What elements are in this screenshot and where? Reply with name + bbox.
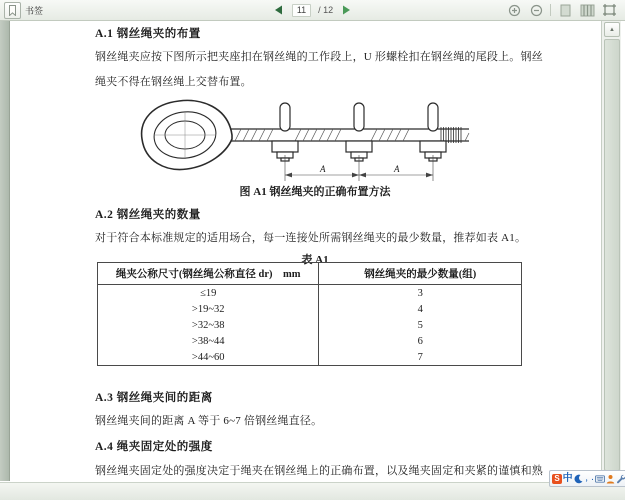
scroll-up-arrow-icon: ▲ xyxy=(609,26,615,33)
sogou-logo-glyph: S xyxy=(552,474,562,484)
chinese-mode-icon[interactable]: 中 xyxy=(562,473,573,484)
vertical-scrollbar[interactable] xyxy=(601,21,621,481)
cell-size: >44~60 xyxy=(98,349,319,366)
moon-icon xyxy=(574,474,583,484)
table-header-row xyxy=(98,263,522,285)
sogou-logo-icon[interactable] xyxy=(552,473,562,484)
bookmarks-button[interactable] xyxy=(4,2,21,19)
previous-page-icon xyxy=(272,4,284,16)
figure-dimension-label-1: A xyxy=(320,164,326,174)
next-page-icon xyxy=(341,4,353,16)
page-number-input[interactable]: 11 xyxy=(292,4,311,17)
fit-page-icon xyxy=(602,3,617,17)
table-header-count: 钢丝绳夹的最少数量(组) xyxy=(319,263,522,285)
section-a3-paragraph: 钢丝绳夹间的距离 A 等于 6~7 倍钢丝绳直径。 xyxy=(95,415,323,427)
cell-size: ≤19 xyxy=(98,285,319,302)
cell-count: 4 xyxy=(417,303,423,315)
wrench-icon xyxy=(616,474,625,484)
table-a1-caption: 表 A1 xyxy=(301,254,329,266)
facing-pages-view-icon xyxy=(580,4,595,17)
page-total-label: / 12 xyxy=(318,5,334,15)
zoom-out-icon xyxy=(530,4,543,17)
section-a1-paragraph-line1: 钢丝绳夹应按下图所示把夹座扣在钢丝绳的工作段上，U 形螺栓扣在钢丝绳的尾段上。钢丝 xyxy=(95,51,543,63)
cell-count: 5 xyxy=(417,319,423,331)
scrollbar-thumb[interactable] xyxy=(604,39,620,471)
section-a2-paragraph: 对于符合本标准规定的适用场合，每一连接处所需钢丝绳夹的最少数量，推荐如表 A1。 xyxy=(95,232,527,244)
cell-size: >19~32 xyxy=(98,301,319,317)
status-bar xyxy=(0,482,625,500)
zoom-out-button[interactable] xyxy=(528,2,544,18)
section-a4-paragraph: 钢丝绳夹固定处的强度决定于绳夹在钢丝绳上的正确布置，以及绳夹固定和夹紧的谨慎和熟 xyxy=(95,465,543,477)
bookmarks-label: 书签 xyxy=(25,5,44,16)
bookmark-icon xyxy=(8,5,17,16)
ime-language-bar xyxy=(549,470,625,487)
soft-keyboard-icon[interactable] xyxy=(595,473,605,484)
toolbar-separator xyxy=(550,4,551,16)
fit-page-button[interactable] xyxy=(601,2,617,18)
ime-settings-icon[interactable] xyxy=(616,473,625,484)
cell-count: 3 xyxy=(417,287,423,299)
table-row xyxy=(98,333,522,349)
cell-count: 6 xyxy=(417,335,423,347)
zoom-in-button[interactable] xyxy=(506,2,522,18)
table-row xyxy=(98,285,522,302)
next-page-button[interactable] xyxy=(340,3,354,17)
figure-a1-wire-rope-clips xyxy=(135,93,475,185)
punctuation-mode-icon[interactable]: ，. xyxy=(585,475,593,482)
keyboard-icon xyxy=(595,475,605,483)
section-a1-heading: A.1 钢丝绳夹的布置 xyxy=(95,28,201,40)
section-a2-heading: A.2 钢丝绳夹的数量 xyxy=(95,209,201,221)
figure-dimension-label-2: A xyxy=(394,164,400,174)
cell-count: 7 xyxy=(417,351,423,363)
facing-pages-view-button[interactable] xyxy=(579,2,595,18)
section-a4-heading: A.4 绳夹固定处的强度 xyxy=(95,441,213,453)
cell-size: >32~38 xyxy=(98,317,319,333)
sidebar-collapsed-strip[interactable] xyxy=(0,21,10,481)
table-header-size: 绳夹公称尺寸(钢丝绳公称直径 dr) mm xyxy=(98,263,319,285)
toolbar xyxy=(0,0,625,21)
section-a3-heading: A.3 钢丝绳夹间的距离 xyxy=(95,392,213,404)
zoom-in-icon xyxy=(508,4,521,17)
table-row xyxy=(98,301,522,317)
person-icon xyxy=(606,474,615,484)
cell-size: >38~44 xyxy=(98,333,319,349)
section-a1-paragraph-line2: 绳夹不得在钢丝绳上交替布置。 xyxy=(95,76,252,88)
fullwidth-mode-icon[interactable] xyxy=(573,473,583,484)
scroll-up-button[interactable] xyxy=(604,22,620,37)
single-page-view-button[interactable] xyxy=(557,2,573,18)
figure-a1-caption: 图 A1 钢丝绳夹的正确布置方法 xyxy=(239,186,391,198)
previous-page-button[interactable] xyxy=(271,3,285,17)
table-a1 xyxy=(97,262,522,366)
single-page-view-icon xyxy=(560,4,571,17)
table-row xyxy=(98,317,522,333)
user-profile-icon[interactable] xyxy=(605,473,615,484)
table-row xyxy=(98,349,522,366)
document-page xyxy=(10,21,600,481)
